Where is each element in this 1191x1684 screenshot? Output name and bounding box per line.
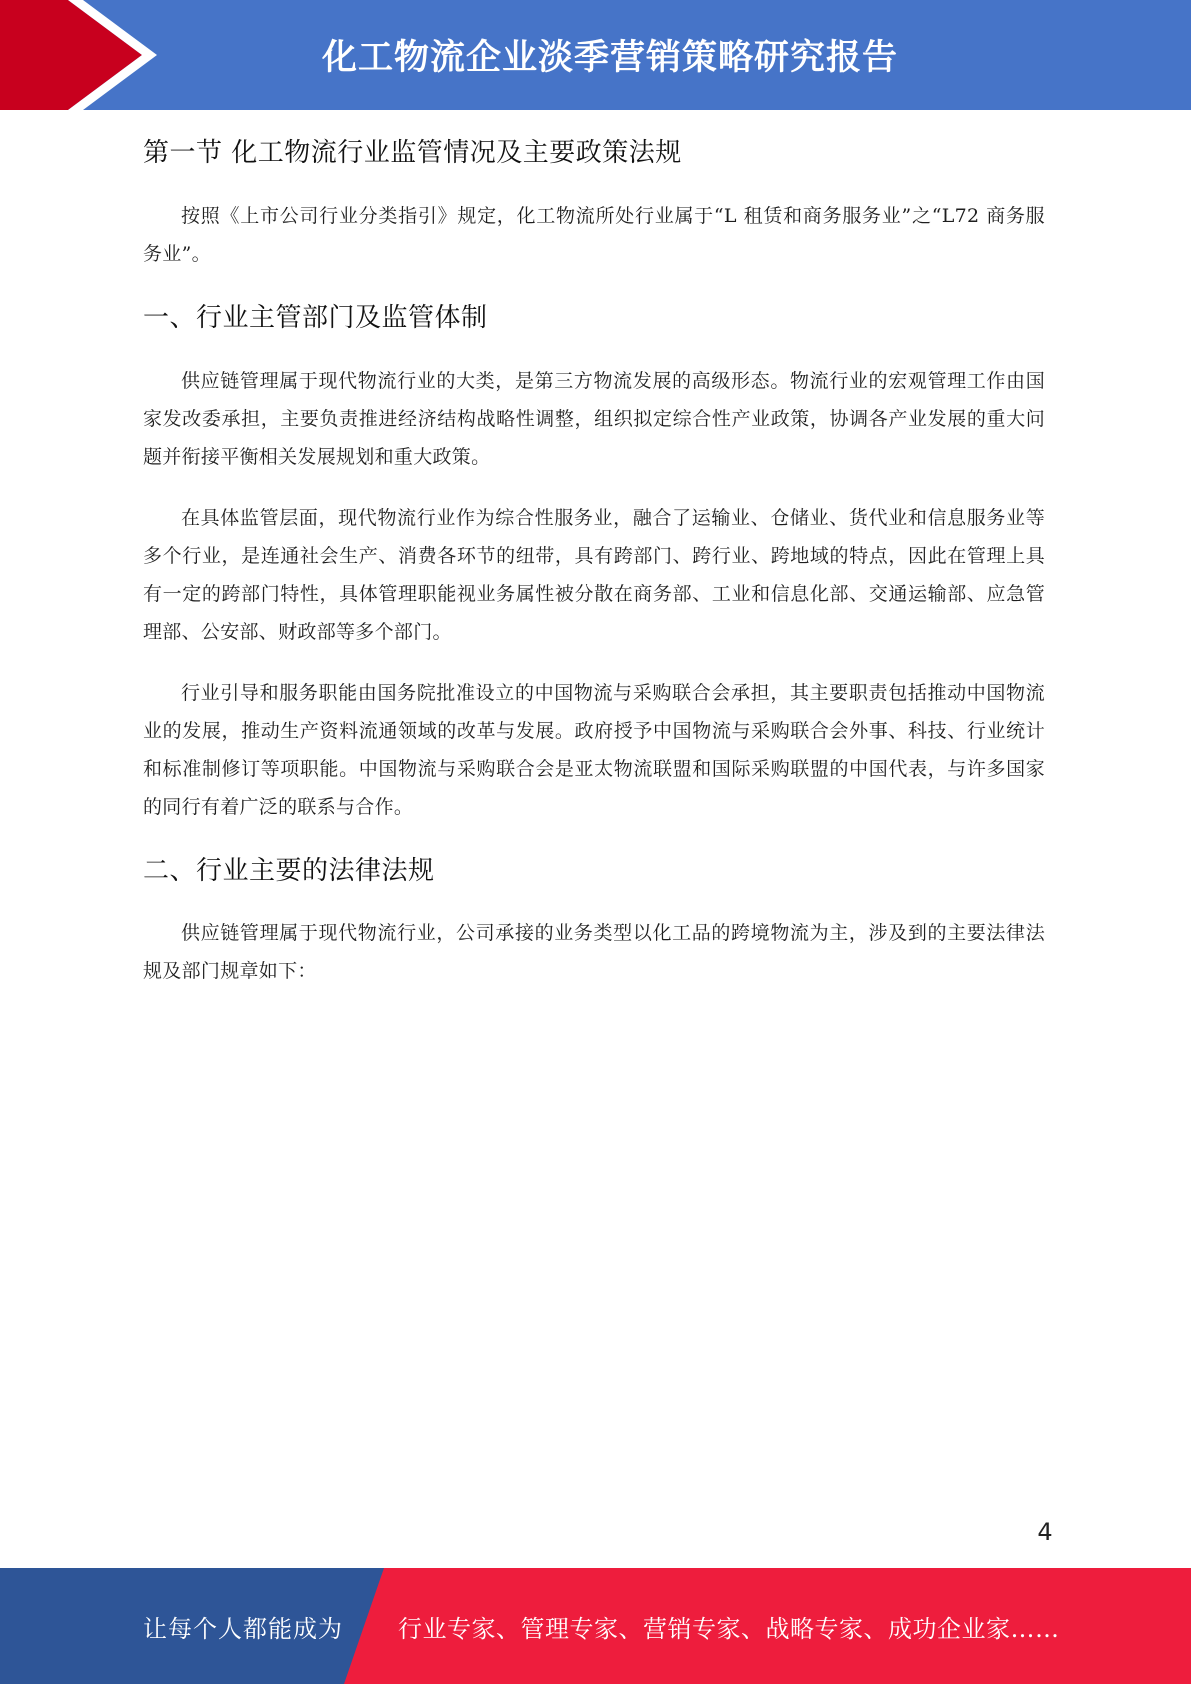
paragraph-laws: 供应链管理属于现代物流行业，公司承接的业务类型以化工品的跨境物流为主，涉及到的主要法律法规及部门规章如下： [143, 922, 1045, 982]
report-title: 化工物流企业淡季营销策略研究报告 [321, 38, 898, 78]
footer-band [0, 1568, 1191, 1684]
page-number: 4 [1037, 1518, 1053, 1546]
subsection-heading-2: 二、行业主要的法律法规 [143, 856, 435, 886]
subsection-heading-1: 一、行业主管部门及监管体制 [143, 303, 488, 333]
paragraph-association: 行业引导和服务职能由国务院批准设立的中国物流与采购联合会承担，其主要职责包括推动中国物流业的发展，推动生产资料流通领域的改革与发展。政府授予中国物流与采购联合会外事、科技、行业统计和标准制修订等项职能。中国物流与采购联合会是亚太物流联盟和国际采购联盟的中国代表，与许多国家的同行有着广泛的联系与合作。 [143, 682, 1045, 818]
header-band [0, 0, 1191, 110]
paragraph-supervision: 在具体监管层面，现代物流行业作为综合性服务业，融合了运输业、仓储业、货代业和信息服务业等多个行业，是连通社会生产、消费各环节的纽带，具有跨部门、跨行业、跨地域的特点，因此在管理上具有一定的跨部门特性，具体管理职能视业务属性被分散在商务部、工业和信息化部、交通运输部、应急管理部、公安部、财政部等多个部门。 [143, 507, 1045, 643]
section-title: 第一节 化工物流行业监管情况及主要政策法规 [143, 138, 682, 168]
intro-paragraph: 按照《上市公司行业分类指引》规定，化工物流所处行业属于“L 租赁和商务服务业”之“L72 商务服务业”。 [143, 205, 1045, 265]
paragraph-regulator: 供应链管理属于现代物流行业的大类，是第三方物流发展的高级形态。物流行业的宏观管理工作由国家发改委承担，主要负责推进经济结构战略性调整，组织拟定综合性产业政策，协调各产业发展的重大问题并衔接平衡相关发展规划和重大政策。 [143, 370, 1045, 468]
footer-slogan-left: 让每个人都能成为 [143, 1614, 343, 1643]
chevron-arrow-icon [0, 0, 160, 110]
footer-slogan-right: 行业专家、管理专家、营销专家、战略专家、成功企业家…… [398, 1614, 1060, 1643]
